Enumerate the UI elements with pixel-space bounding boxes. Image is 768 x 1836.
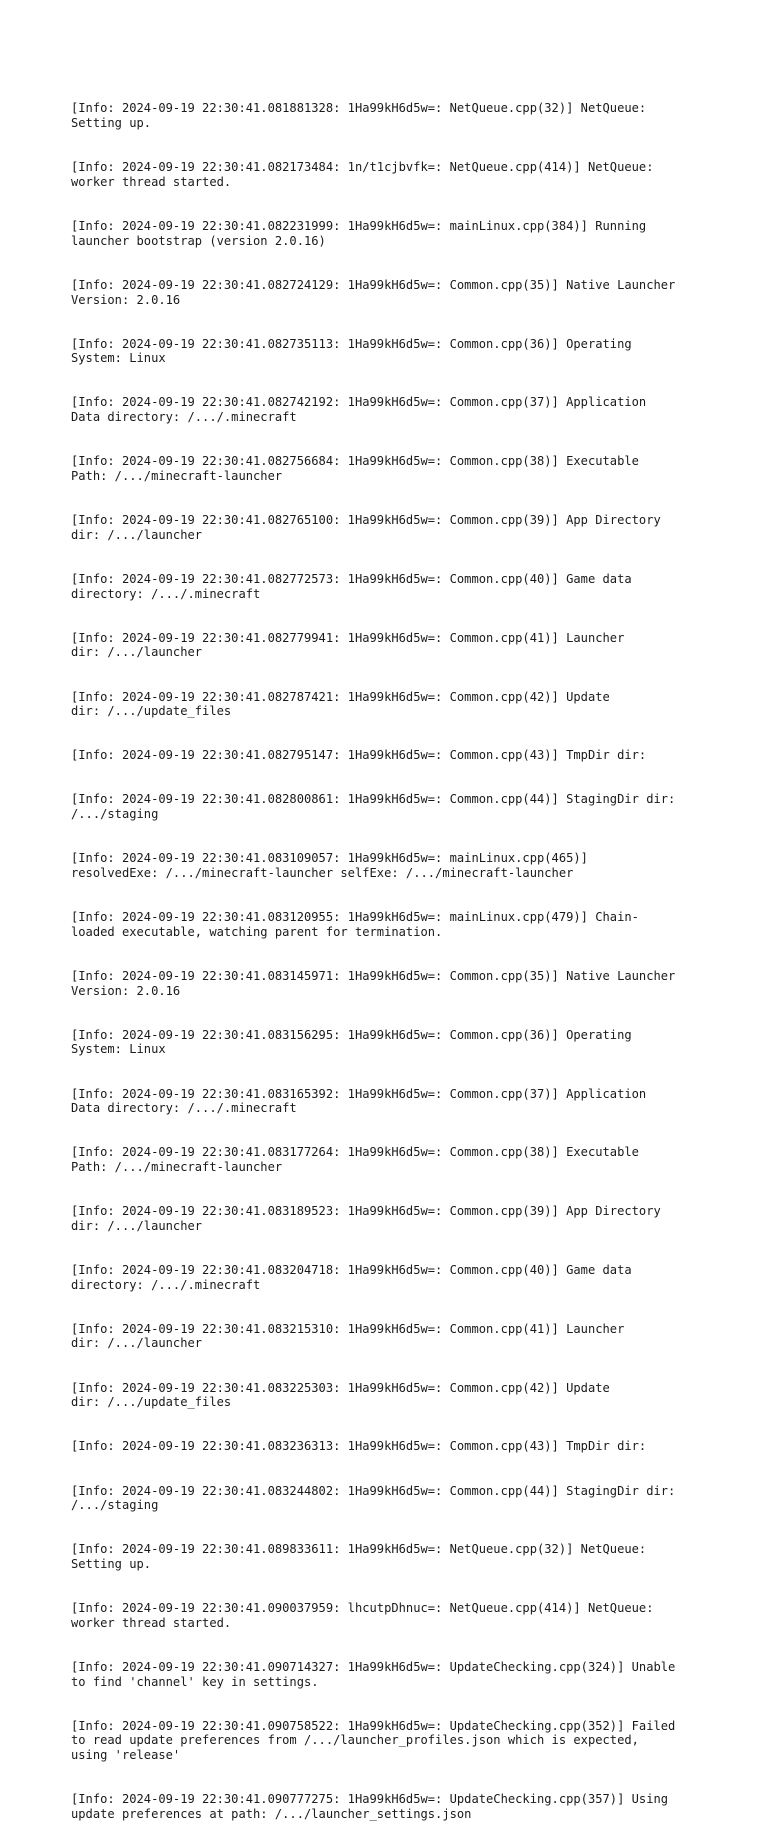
log-line: [Info: 2024-09-19 22:30:41.083225303: 1Ha99kH6d5w=: Common.cpp(42)] Update dir: /.../update_files	[71, 1380, 610, 1410]
log-line: [Info: 2024-09-19 22:30:41.081881328: 1Ha99kH6d5w=: NetQueue.cpp(32)] NetQueue: Setting up.	[71, 101, 647, 131]
log-line: [Info: 2024-09-19 22:30:41.083236313: 1Ha99kH6d5w=: Common.cpp(43)] TmpDir dir:	[71, 1439, 647, 1454]
log-line: [Info: 2024-09-19 22:30:41.083244802: 1Ha99kH6d5w=: Common.cpp(44)] StagingDir dir: /.../staging	[71, 1483, 676, 1513]
log-line: [Info: 2024-09-19 22:30:41.082724129: 1Ha99kH6d5w=: Common.cpp(35)] Native Launcher Version: 2.0.16	[71, 277, 676, 307]
log-line: [Info: 2024-09-19 22:30:41.082173484: 1n/t1cjbvfk=: NetQueue.cpp(414)] NetQueue: worker thread started.	[71, 160, 654, 189]
log-line: [Info: 2024-09-19 22:30:41.090037959: lhcutpDhnuc=: NetQueue.cpp(414)] NetQueue: worker thread started.	[71, 1601, 654, 1630]
log-output	[71, 72, 711, 1836]
log-line: [Info: 2024-09-19 22:30:41.082779941: 1Ha99kH6d5w=: Common.cpp(41)] Launcher dir: /.../launcher	[71, 630, 625, 660]
log-line: [Info: 2024-09-19 22:30:41.090777275: 1Ha99kH6d5w=: UpdateChecking.cpp(357)] Using update preferences at path: /.../launcher_settings.json	[71, 1792, 669, 1821]
log-line: [Info: 2024-09-19 22:30:41.083156295: 1Ha99kH6d5w=: Common.cpp(36)] Operating System: Linux	[71, 1027, 632, 1057]
log-line: [Info: 2024-09-19 22:30:41.083177264: 1Ha99kH6d5w=: Common.cpp(38)] Executable Path: /.../minecraft-launcher	[71, 1145, 639, 1175]
log-line: [Info: 2024-09-19 22:30:41.082787421: 1Ha99kH6d5w=: Common.cpp(42)] Update dir: /.../update_files	[71, 689, 610, 719]
log-line: [Info: 2024-09-19 22:30:41.083215310: 1Ha99kH6d5w=: Common.cpp(41)] Launcher dir: /.../launcher	[71, 1321, 625, 1351]
log-line: [Info: 2024-09-19 22:30:41.082735113: 1Ha99kH6d5w=: Common.cpp(36)] Operating System: Linux	[71, 336, 632, 366]
log-line: [Info: 2024-09-19 22:30:41.089833611: 1Ha99kH6d5w=: NetQueue.cpp(32)] NetQueue: Setting up.	[71, 1542, 647, 1572]
log-line: [Info: 2024-09-19 22:30:41.082795147: 1Ha99kH6d5w=: Common.cpp(43)] TmpDir dir:	[71, 748, 647, 763]
log-line: [Info: 2024-09-19 22:30:41.082231999: 1Ha99kH6d5w=: mainLinux.cpp(384)] Running launcher bootstrap (version 2.0.16)	[71, 219, 647, 248]
log-line: [Info: 2024-09-19 22:30:41.083120955: 1Ha99kH6d5w=: mainLinux.cpp(479)] Chain- loaded executable, watching parent for termination.	[71, 910, 639, 939]
log-line: [Info: 2024-09-19 22:30:41.090758522: 1Ha99kH6d5w=: UpdateChecking.cpp(352)] Failed to read update preferences from /.../launcher_profiles.json which is expected, using 'release'	[71, 1718, 676, 1763]
log-line: [Info: 2024-09-19 22:30:41.082742192: 1Ha99kH6d5w=: Common.cpp(37)] Application Data directory: /.../.minecraft	[71, 395, 647, 425]
log-line: [Info: 2024-09-19 22:30:41.082756684: 1Ha99kH6d5w=: Common.cpp(38)] Executable Path: /.../minecraft-launcher	[71, 454, 639, 483]
log-line: [Info: 2024-09-19 22:30:41.082772573: 1Ha99kH6d5w=: Common.cpp(40)] Game data directory: /.../.minecraft	[71, 571, 632, 601]
log-line: [Info: 2024-09-19 22:30:41.083189523: 1Ha99kH6d5w=: Common.cpp(39)] App Directory dir: /.../launcher	[71, 1204, 661, 1233]
log-line: [Info: 2024-09-19 22:30:41.090714327: 1Ha99kH6d5w=: UpdateChecking.cpp(324)] Unable to find 'channel' key in settings.	[71, 1659, 676, 1689]
log-line: [Info: 2024-09-19 22:30:41.083204718: 1Ha99kH6d5w=: Common.cpp(40)] Game data directory: /.../.minecraft	[71, 1262, 632, 1292]
log-line: [Info: 2024-09-19 22:30:41.083145971: 1Ha99kH6d5w=: Common.cpp(35)] Native Launcher Version: 2.0.16	[71, 968, 676, 998]
log-line: [Info: 2024-09-19 22:30:41.082800861: 1Ha99kH6d5w=: Common.cpp(44)] StagingDir dir: /.../staging	[71, 792, 676, 822]
log-line: [Info: 2024-09-19 22:30:41.083109057: 1Ha99kH6d5w=: mainLinux.cpp(465)] resolvedExe: /.../minecraft-launcher selfExe: /.../minecraft-launcher	[71, 851, 588, 880]
log-line: [Info: 2024-09-19 22:30:41.082765100: 1Ha99kH6d5w=: Common.cpp(39)] App Directory dir: /.../launcher	[71, 513, 661, 542]
log-line: [Info: 2024-09-19 22:30:41.083165392: 1Ha99kH6d5w=: Common.cpp(37)] Application Data directory: /.../.minecraft	[71, 1086, 647, 1116]
